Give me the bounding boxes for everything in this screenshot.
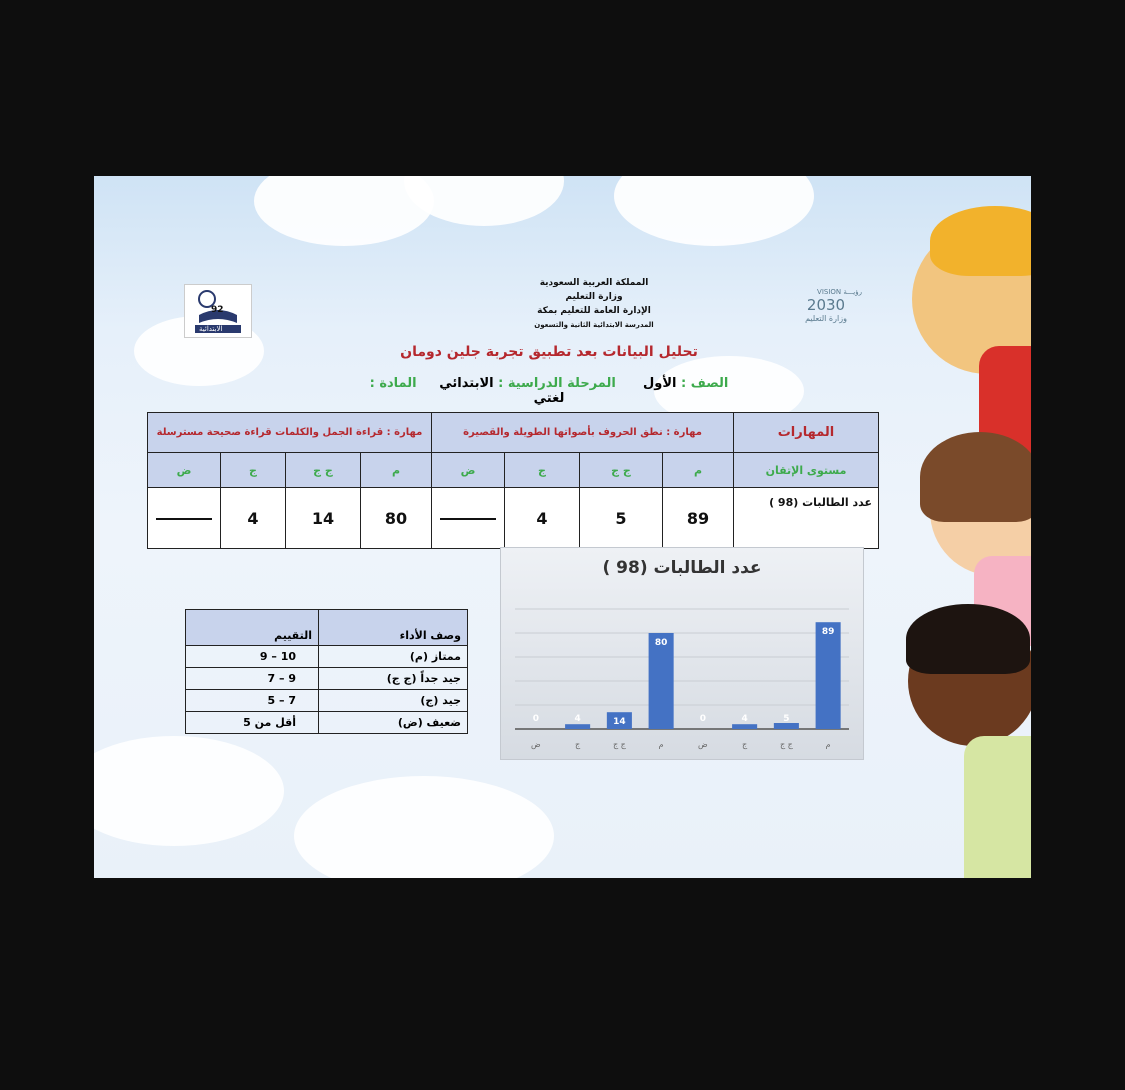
- chart-data-label: 0: [699, 714, 707, 724]
- header-line: المملكة العربية السعودية: [539, 278, 649, 288]
- page-title: تحليل البيانات بعد تطبيق تجربة جلين دومان: [400, 344, 698, 360]
- vision-2030-logo: [790, 288, 862, 334]
- chart-tick-label: ج ج: [779, 740, 793, 749]
- chart-data-label: 89: [821, 627, 835, 638]
- skill1-title: مهارة : نطق الحروف بأصواتها الطويلة والقصيرة: [432, 413, 734, 453]
- level-header: م: [361, 453, 432, 488]
- cloud-decoration: [294, 776, 554, 878]
- chart-data-label: 5: [783, 714, 790, 724]
- dash-line: [156, 518, 212, 520]
- value-cell: 4: [221, 488, 286, 549]
- scale-description: ممتاز (م): [319, 646, 468, 668]
- chart-data-label: 4: [574, 714, 581, 724]
- scale-range: 10 – 9: [186, 646, 319, 668]
- skills-header: المهارات: [734, 413, 879, 453]
- header-line: المدرسة الابتدائية الثانية والتسعون: [534, 321, 654, 329]
- slide: [94, 176, 1031, 878]
- chart-data-label: 4: [741, 714, 748, 724]
- logo-caption: الابتدائية: [199, 325, 223, 333]
- boy2-hair-illustration: [906, 604, 1030, 674]
- scale-description: جيد جداً (ج ج): [319, 668, 468, 690]
- chart-plot: [501, 548, 863, 759]
- chart-data-label: 14: [613, 717, 626, 728]
- letterbox-top: [0, 0, 1125, 176]
- level-header: م: [663, 453, 734, 488]
- header-line: وزارة التعليم: [565, 292, 623, 302]
- vision-line: VISION رؤيـــة: [817, 288, 862, 296]
- dash-line: [440, 518, 496, 520]
- institution-header: [504, 276, 684, 332]
- subject-label: المادة :: [369, 376, 417, 391]
- level-header: ج: [505, 453, 580, 488]
- scale-range: 9 – 7: [186, 668, 319, 690]
- scale-range: 7 – 5: [186, 690, 319, 712]
- scale-description: جيد (ج): [319, 690, 468, 712]
- school-logo: [184, 284, 252, 338]
- scale-description: ضعيف (ض): [319, 712, 468, 734]
- chart-tick-label: م: [825, 740, 831, 749]
- empty-value-cell: [148, 488, 221, 549]
- grade-label: الصف :: [681, 376, 729, 391]
- chart-tick-label: ج: [575, 740, 581, 749]
- chart-bar: [732, 724, 757, 729]
- level-label: مستوى الإتقان: [734, 453, 879, 488]
- grade-value: الأول: [643, 376, 677, 391]
- scale-header: التقييم: [186, 610, 319, 646]
- logo-number: 92: [211, 305, 224, 315]
- cloud-decoration: [614, 176, 814, 246]
- value-cell: 5: [580, 488, 663, 549]
- chart-tick-label: ض: [698, 740, 708, 749]
- grading-scale-table: [185, 609, 468, 734]
- level-header: ض: [148, 453, 221, 488]
- stage-value: الابتدائي: [439, 376, 494, 391]
- letterbox-bottom: [0, 878, 1125, 1090]
- vision-year: 2030: [806, 296, 846, 314]
- boy2-shirt-illustration: [964, 736, 1031, 878]
- cloud-decoration: [94, 736, 284, 846]
- chart-bar: [565, 724, 590, 729]
- class-info: [364, 376, 734, 406]
- chart-tick-label: ج: [742, 740, 748, 749]
- cloud-decoration: [404, 176, 564, 226]
- scale-header: وصف الأداء: [319, 610, 468, 646]
- chart-data-label: 0: [532, 714, 540, 724]
- level-header: ج ج: [580, 453, 663, 488]
- level-header: ج ج: [286, 453, 361, 488]
- chart-data-label: 80: [654, 638, 668, 648]
- header-line: الإدارة العامة للتعليم بمكة: [537, 306, 651, 316]
- chart-bar: [816, 622, 841, 729]
- row-label: عدد الطالبات (98 ): [734, 488, 879, 549]
- skill2-title: مهارة : قراءة الجمل والكلمات قراءة صحيحة مسترسلة: [148, 413, 432, 453]
- bar-chart: [500, 547, 864, 760]
- subject-value: لغتي: [533, 391, 565, 406]
- level-header: ج: [221, 453, 286, 488]
- empty-value-cell: [432, 488, 505, 549]
- vision-ministry: وزارة التعليم: [805, 314, 847, 323]
- value-cell: 89: [663, 488, 734, 549]
- chart-title: عدد الطالبات (98 ): [602, 558, 762, 578]
- stage-label: المرحلة الدراسية :: [498, 376, 616, 391]
- boy-hair-illustration: [930, 206, 1031, 276]
- chart-tick-label: م: [658, 740, 664, 749]
- chart-tick-label: ض: [531, 740, 541, 749]
- chart-tick-label: ج ج: [612, 740, 626, 749]
- value-cell: 4: [505, 488, 580, 549]
- girl-hair-illustration: [920, 432, 1031, 522]
- level-header: ض: [432, 453, 505, 488]
- value-cell: 14: [286, 488, 361, 549]
- value-cell: 80: [361, 488, 432, 549]
- scale-range: أقل من 5: [186, 712, 319, 734]
- skills-table: [147, 412, 879, 549]
